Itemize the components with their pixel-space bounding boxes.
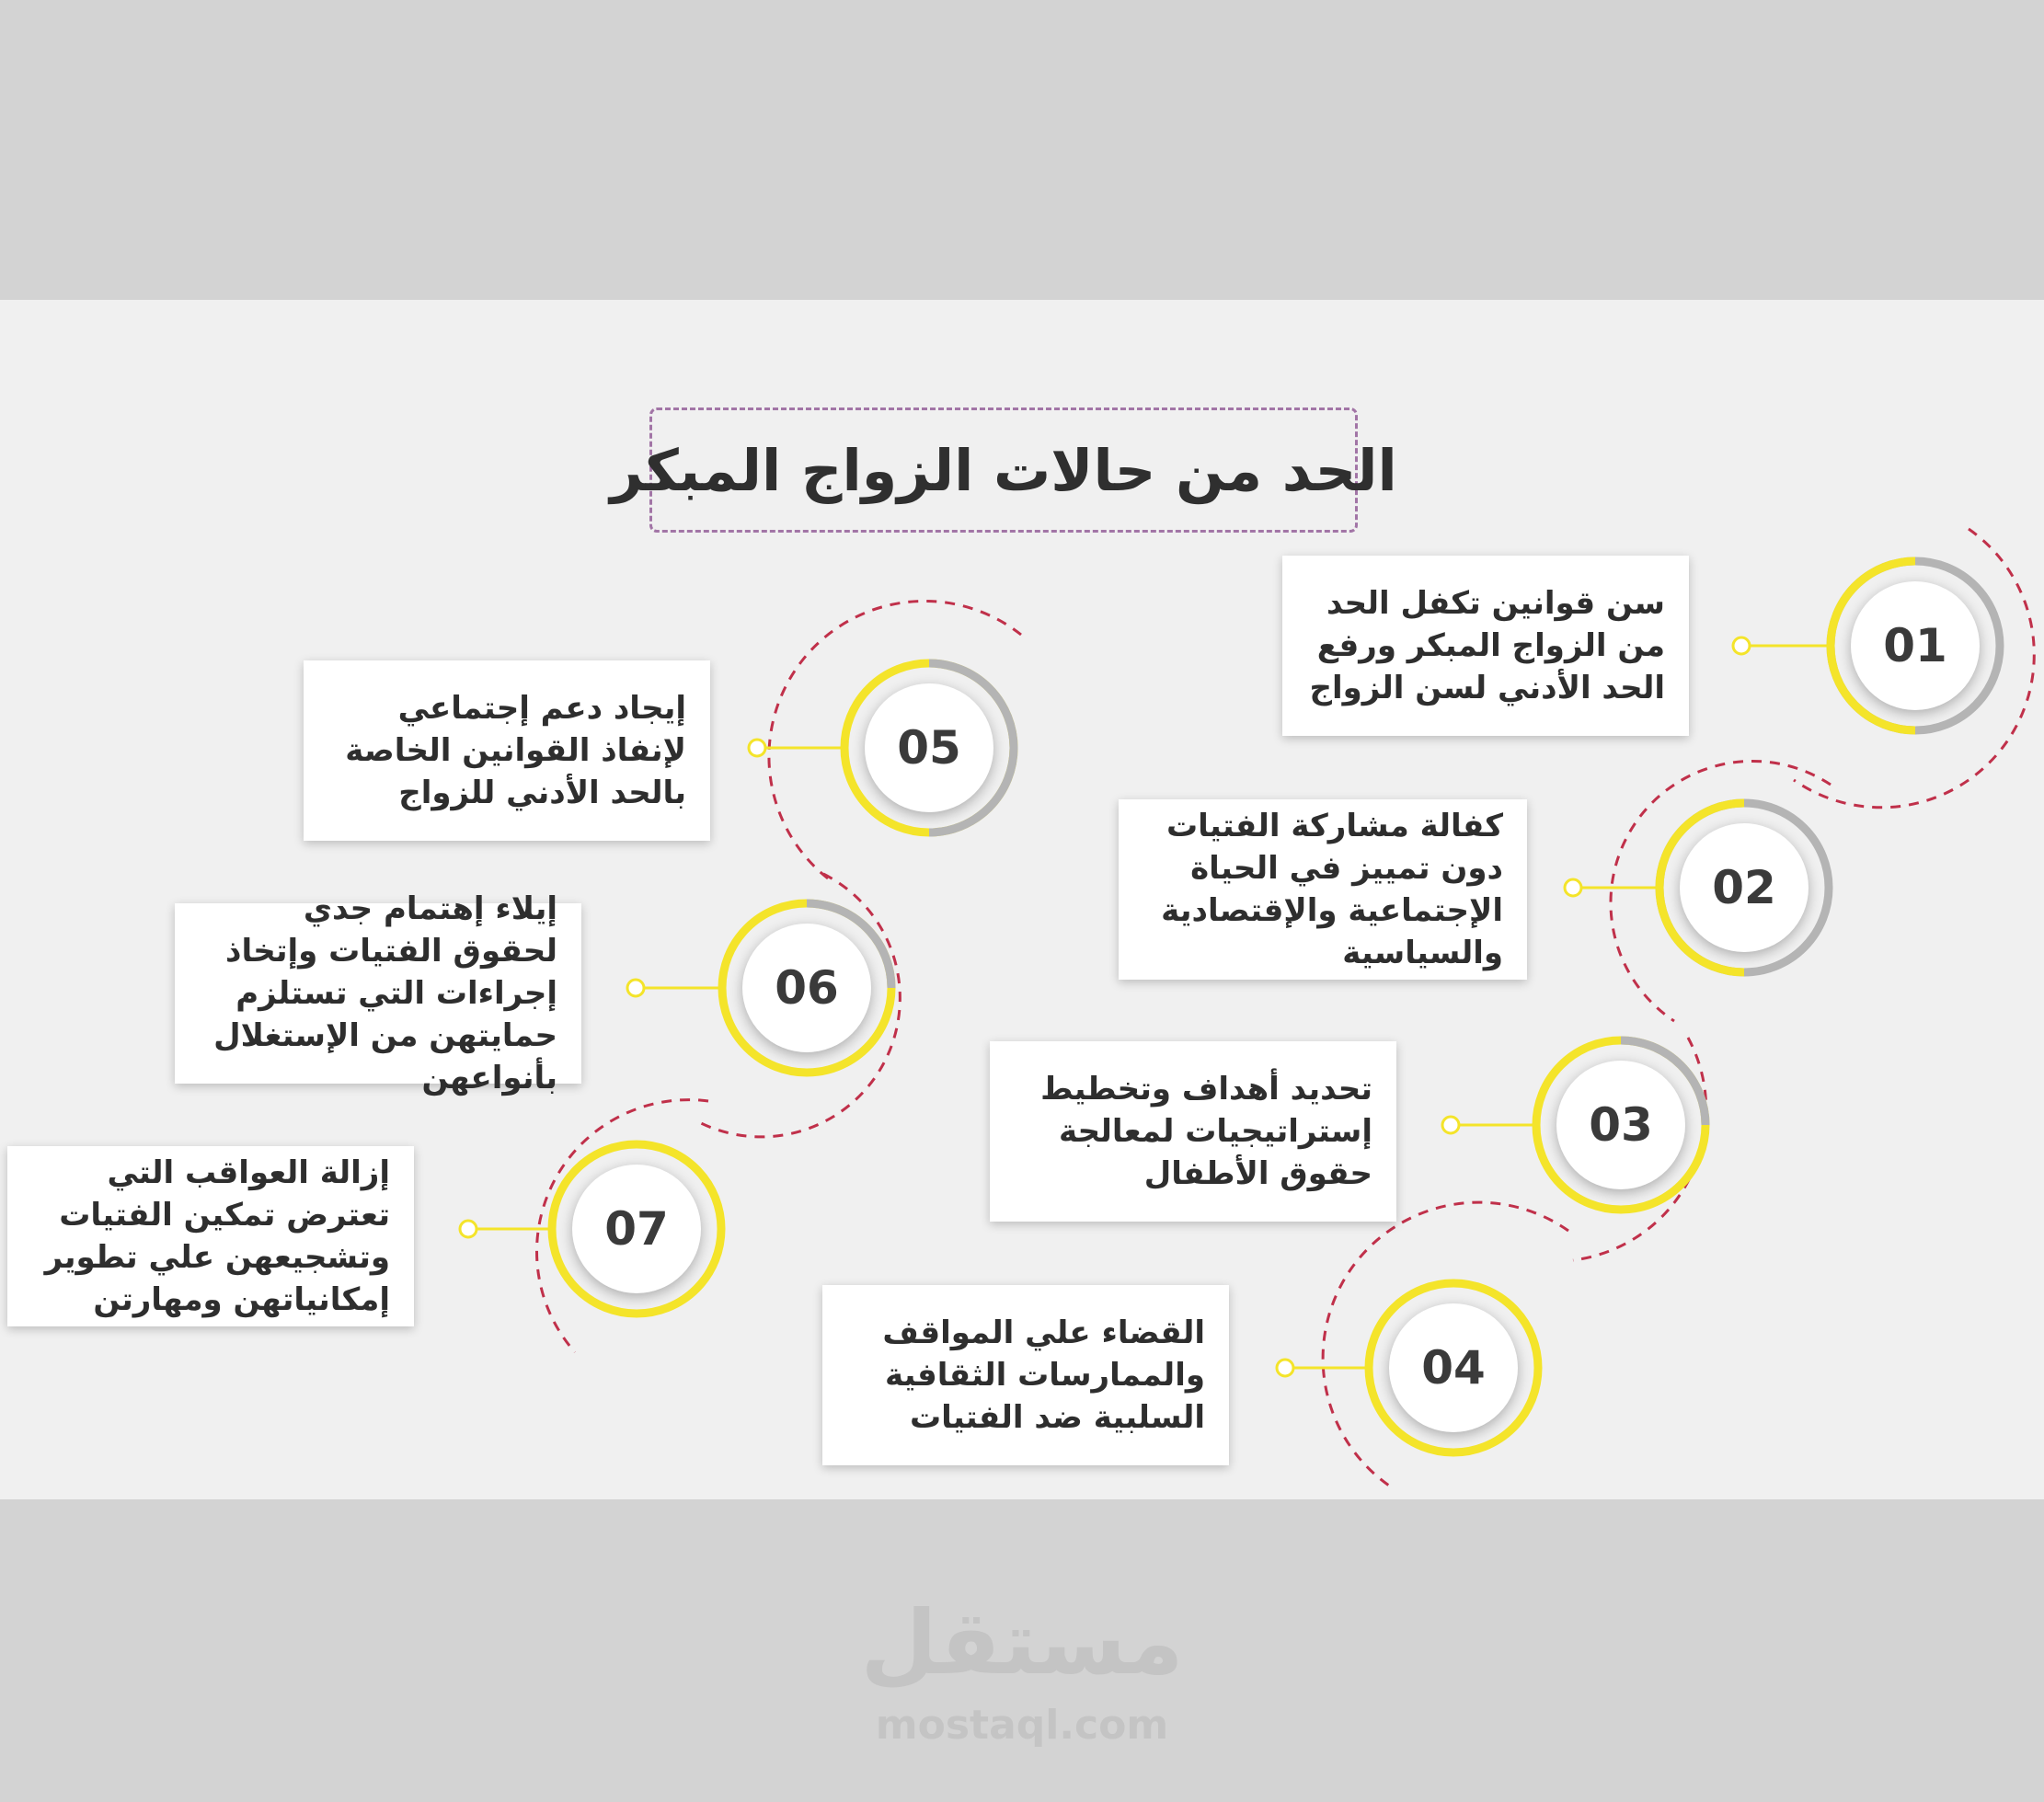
step-05-card (304, 660, 710, 841)
step-01-text: سن قوانين تكفل الحد من الزواج المبكر ورفع الحد الأدني لسن الزواج (1309, 585, 1665, 706)
watermark-url: mostaql.com (875, 1702, 1169, 1749)
step-03-badge (1556, 1061, 1685, 1189)
step-03-card (990, 1041, 1396, 1222)
step-02-number: 02 (1712, 861, 1776, 914)
step-05-badge (865, 683, 993, 812)
watermark-logo: مستقل (860, 1591, 1184, 1694)
step-07-badge (572, 1165, 701, 1293)
step-07-number: 07 (604, 1202, 669, 1256)
step-03-number: 03 (1589, 1098, 1653, 1152)
step-05-text: إيجاد دعم إجتماعي لإنفاذ القوانين الخاصة بالحد الأدني للزواج (345, 690, 686, 811)
step-06-card (175, 890, 581, 1096)
step-06-text: إيلاء إهتمام جدي لحقوق الفتيات وإتخاذ إجراءات التي تستلزم حمايتهن من الإستغلال بأنواعهن (213, 890, 557, 1096)
step-05-number: 05 (897, 721, 961, 775)
step-04-text: القضاء علي المواقف والممارسات الثقافية السلبية ضد الفتيات (882, 1314, 1205, 1436)
step-01-number: 01 (1883, 619, 1947, 672)
step-04-number: 04 (1421, 1341, 1486, 1395)
step-01-card (1282, 556, 1689, 736)
step-04-badge (1389, 1303, 1518, 1432)
step-01-badge (1851, 581, 1980, 710)
page-title: الحد من حالات الزواج المبكر (610, 436, 1397, 504)
step-02-badge (1680, 823, 1809, 952)
step-06-badge (742, 924, 871, 1052)
step-07-card (7, 1146, 414, 1326)
step-02-card (1119, 799, 1527, 980)
title-box (610, 407, 1397, 533)
step-07-text: إزالة العواقب التي تعترض تمكين الفتيات وتشجيعهن علي تطوير إمكانياتهن ومهارتن (44, 1154, 390, 1318)
step-03-text: تحديد أهداف وتخطيط إستراتيجيات لمعالجة حقوق الأطفال (1040, 1071, 1372, 1192)
step-06-number: 06 (775, 961, 839, 1015)
step-04-card (822, 1285, 1229, 1465)
step-02-text: كفالة مشاركة الفتيات دون تمييز في الحياة الإجتماعية والإقتصادية والسياسية (1161, 808, 1503, 971)
